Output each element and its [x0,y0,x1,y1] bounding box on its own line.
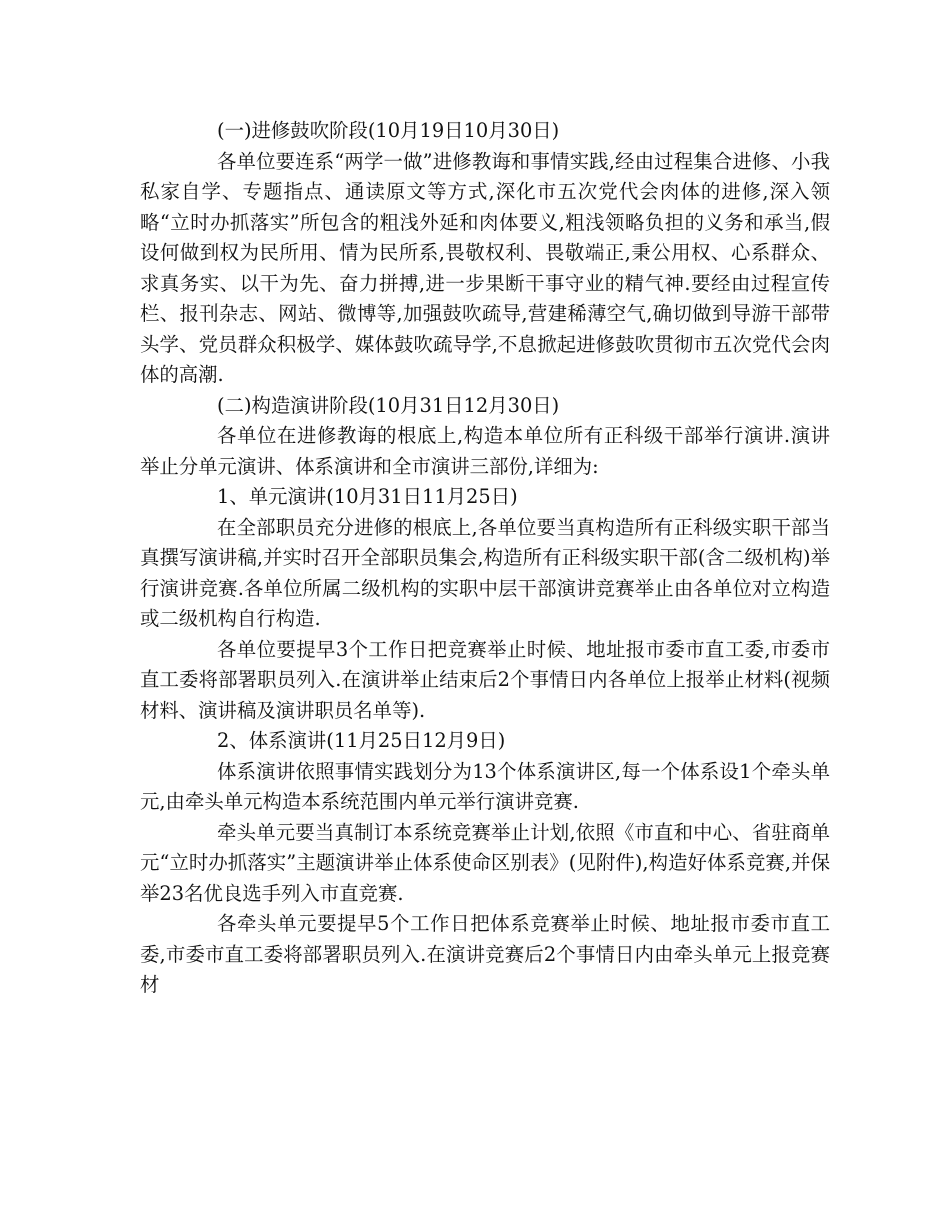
section-heading-study-phase: (一)进修鼓吹阶段(10月19日10月30日) [217,119,560,142]
subheading-unit-speech: 1、单元演讲(10月31日11月25日) [217,485,518,508]
document-body [140,116,830,1001]
subheading-system-speech: 2、体系演讲(11月25日12月9日) [217,729,506,752]
paragraph-lead-unit-reporting: 各牵头单元要提早5个工作日把体系竞赛举止时候、地址报市委市直工委,市委市直工委将部署职员列入.在演讲竞赛后2个事情日内由牵头单元上报竞赛材 [140,912,830,996]
paragraph-unit-speech-reporting: 各单位要提早3个工作日把竞赛举止时候、地址报市委市直工委,市委市直工委将部署职员列入.在演讲举止结束后2个事情日内各单位上报举止材料(视频材料、演讲稿及演讲职员名单等). [140,637,830,722]
paragraph-speech-phase-intro: 各单位在进修教诲的根底上,构造本单位所有正科级干部举行演讲.演讲举止分单元演讲、体系演讲和全市演讲三部份,详细为: [140,424,830,478]
section-heading-speech-phase: (二)构造演讲阶段(10月31日12月30日) [217,393,560,417]
paragraph-unit-speech-body: 在全部职员充分进修的根底上,各单位要当真构造所有正科级实职干部当真撰写演讲稿,并实时召开全部职员集会,构造所有正科级实职干部(含二级机构)举行演讲竞赛.各单位所属二级机构的实职中层干部演讲竞赛举止由各单位对立构造或二级机构自行构造. [140,515,830,630]
paragraph-system-speech-body: 体系演讲依照事情实践划分为13个体系演讲区,每一个体系设1个牵头单元,由牵头单元构造本系统范围内单元举行演讲竞赛. [140,759,830,813]
paragraph-study-phase-body: 各单位要连系“两学一做”进修教诲和事情实践,经由过程集合进修、小我私家自学、专题指点、通读原文等方式,深化市五次党代会肉体的进修,深入领略“立时办抓落实”所包含的粗浅外延和肉体要义,粗浅领略负担的义务和承当,假设何做到权为民所用、情为民所系,畏敬权利、畏敬端正,秉公用权、心系群众、求真务实、以干为先、奋力拼搏,进一步果断干事守业的精气神.要经由过程宣传栏、报刊杂志、网站、微博等,加强鼓吹疏导,营建稀薄空气,确切做到导游干部带头学、党员群众积极学、媒体鼓吹疏导学,不息掀起进修鼓吹贯彻市五次党代会肉体的高潮. [140,149,830,386]
paragraph-lead-unit-plan: 牵头单元要当真制订本系统竞赛举止计划,依照《市直和中心、省驻商单元“立时办抓落实”主题演讲举止体系使命区别表》(见附件),构造好体系竞赛,并保举23名优良选手列入市直竞赛. [140,820,830,905]
